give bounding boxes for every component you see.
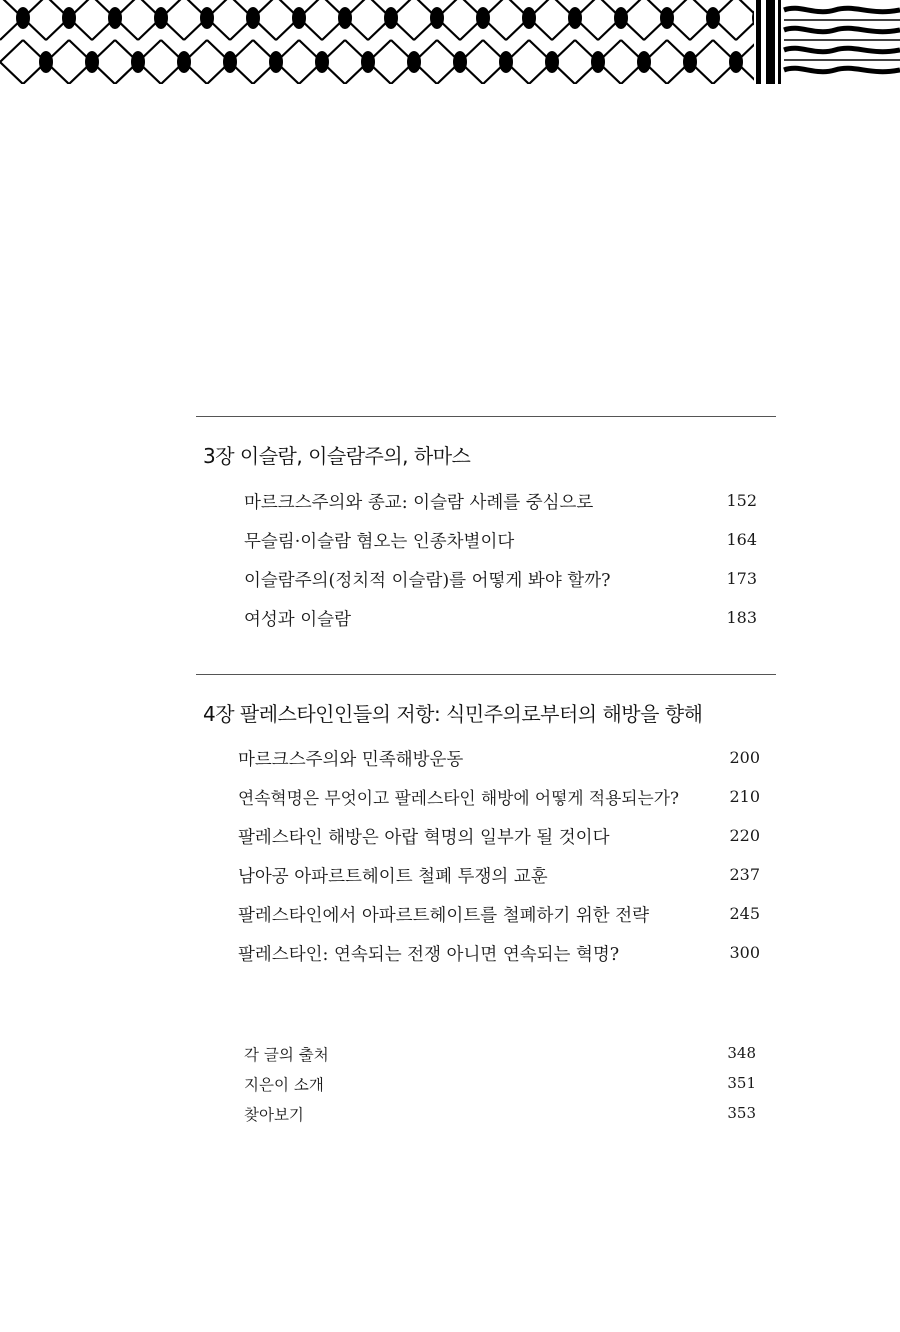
net-knot <box>683 51 697 73</box>
keffiyeh-pattern-banner <box>0 0 900 84</box>
net-knot <box>637 51 651 73</box>
net-knot <box>706 7 720 29</box>
net-knot <box>246 7 260 29</box>
toc-entry-page: 245 <box>729 904 760 923</box>
net-knot <box>453 51 467 73</box>
back-matter-title: 지은이 소개 <box>244 1076 324 1094</box>
stripe-bar <box>756 0 761 84</box>
net-knot <box>591 51 605 73</box>
net-knot <box>338 7 352 29</box>
net-knot <box>361 51 375 73</box>
stripe-bar <box>766 0 775 84</box>
net-knot <box>522 7 536 29</box>
toc-entry-title: 마르크스주의와 민족해방운동 <box>238 750 464 770</box>
back-matter-page: 351 <box>727 1074 756 1092</box>
net-knot <box>407 51 421 73</box>
net-knot <box>384 7 398 29</box>
toc-entry-title: 마르크스주의와 종교: 이슬람 사례를 중심으로 <box>244 493 594 513</box>
toc-entry-title: 팔레스타인 해방은 아랍 혁명의 일부가 될 것이다 <box>238 828 610 848</box>
toc-entry-page: 183 <box>726 608 757 627</box>
net-knot <box>108 7 122 29</box>
toc-entry-page: 237 <box>729 865 760 884</box>
back-matter-page: 353 <box>727 1104 756 1122</box>
net-knot <box>614 7 628 29</box>
back-matter-page: 348 <box>727 1044 756 1062</box>
net-knot <box>430 7 444 29</box>
chapter-3-rule <box>196 416 776 417</box>
net-knot <box>62 7 76 29</box>
net-knot <box>729 51 743 73</box>
net-knot <box>200 7 214 29</box>
net-knot <box>315 51 329 73</box>
wavy-stripe <box>784 8 900 11</box>
wavy-stripe <box>784 48 900 51</box>
toc-entry-page: 300 <box>729 943 760 962</box>
wavy-stripe <box>784 68 900 71</box>
toc-entry-title: 팔레스타인에서 아파르트헤이트를 철폐하기 위한 전략 <box>238 906 650 926</box>
net-knot <box>177 51 191 73</box>
net-knot <box>292 7 306 29</box>
toc-entry-title: 팔레스타인: 연속되는 전쟁 아니면 연속되는 혁명? <box>238 945 620 965</box>
chapter-3-title: 3장 이슬람, 이슬람주의, 하마스 <box>203 444 471 468</box>
toc-entry-page: 210 <box>729 787 760 806</box>
toc-entry-title: 남아공 아파르트헤이트 철폐 투쟁의 교훈 <box>238 867 548 887</box>
net-knot <box>545 51 559 73</box>
net-knot <box>660 7 674 29</box>
toc-entry-title: 무슬림·이슬람 혐오는 인종차별이다 <box>244 532 515 552</box>
toc-entry-page: 152 <box>726 491 757 510</box>
toc-entry-page: 173 <box>726 569 757 588</box>
toc-entry-page: 200 <box>729 748 760 767</box>
net-knot <box>16 7 30 29</box>
toc-entry-page: 220 <box>729 826 760 845</box>
stripe-bar <box>778 0 781 84</box>
net-lines <box>0 0 851 84</box>
toc-entry-title: 이슬람주의(정치적 이슬람)를 어떻게 봐야 할까? <box>244 571 611 591</box>
toc-entry-title: 여성과 이슬람 <box>244 610 351 630</box>
net-knot <box>85 51 99 73</box>
chapter-4-title: 4장 팔레스타인인들의 저항: 식민주의로부터의 해방을 향해 <box>203 702 703 726</box>
net-knot <box>269 51 283 73</box>
toc-entry-page: 164 <box>726 530 757 549</box>
net-knot <box>568 7 582 29</box>
toc-entry-title: 연속혁명은 무엇이고 팔레스타인 해방에 어떻게 적용되는가? <box>238 788 679 808</box>
net-knot <box>499 51 513 73</box>
net-knot <box>223 51 237 73</box>
net-knot <box>476 7 490 29</box>
chapter-4-rule <box>196 674 776 675</box>
wavy-stripe <box>784 28 900 31</box>
back-matter-title: 각 글의 출처 <box>244 1046 329 1064</box>
back-matter-title: 찾아보기 <box>244 1106 304 1124</box>
net-knot <box>154 7 168 29</box>
net-knot <box>39 51 53 73</box>
net-knot <box>131 51 145 73</box>
